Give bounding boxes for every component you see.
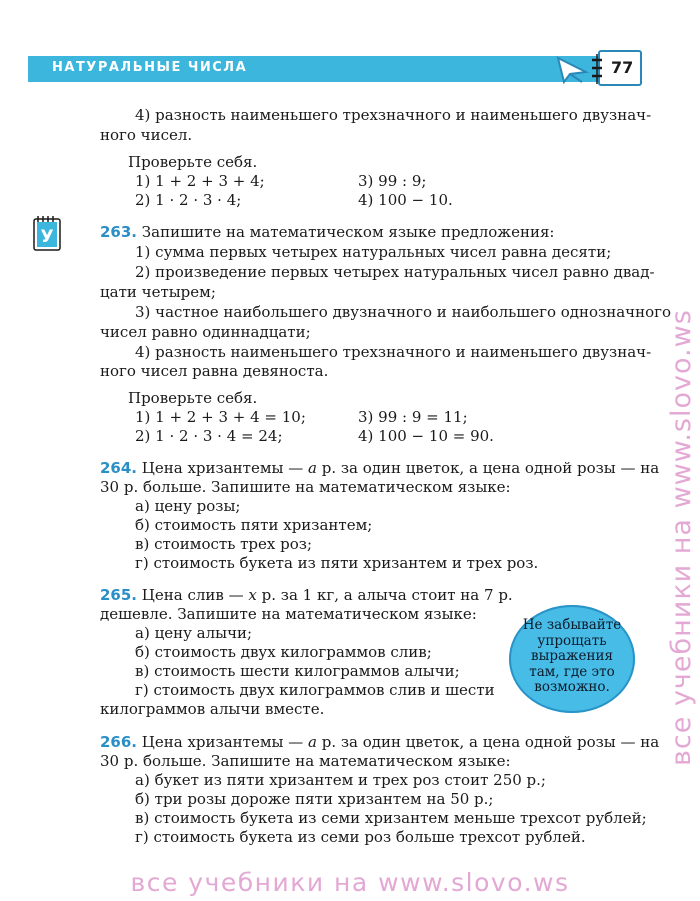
text-line: г) стоимость букета из пяти хризантем и трех роз. (135, 554, 539, 572)
text-line: а) цену розы; (135, 497, 241, 515)
spiral-binding-icon (590, 52, 604, 88)
problem-number: 264. (100, 459, 138, 477)
check-item: 4) 100 − 10 = 90. (358, 427, 494, 445)
side-watermark (660, 130, 700, 770)
check-item: 1) 1 + 2 + 3 + 4; (135, 172, 265, 190)
check-item: 4) 100 − 10. (358, 191, 453, 209)
check-title: Проверьте себя. (128, 389, 258, 407)
text-line: а) букет из пяти хризантем и трех роз стоит 250 р.; (135, 771, 546, 789)
check-item: 3) 99 : 9 = 11; (358, 408, 468, 426)
text-line: 3) частное наибольшего двузначного и наибольшего однозначного (135, 303, 671, 321)
problem-265-line1: 265. Цена слив — x р. за 1 кг, а алыча стоит на 7 р. (100, 586, 513, 604)
text-line: чисел равно одиннадцати; (100, 323, 311, 341)
text-line: 30 р. больше. Запишите на математическом языке: (100, 478, 511, 496)
check-title: Проверьте себя. (128, 153, 258, 171)
tip-text: Не забывайте упрощать выражения там, где это возможно. (522, 617, 622, 695)
text-line: 2) произведение первых четырех натуральных чисел равно двад- (135, 263, 655, 281)
bottom-watermark: все учебники на www.slovo.ws (130, 868, 570, 897)
text-line: 4) разность наименьшего трехзначного и наименьшего двузнач- (135, 106, 652, 124)
push-pin-icon (556, 54, 590, 84)
check-item: 1) 1 + 2 + 3 + 4 = 10; (135, 408, 306, 426)
text-line: в) стоимость трех роз; (135, 535, 312, 553)
page-number: 77 (611, 58, 634, 77)
text-line: цати четырем; (100, 283, 216, 301)
text-line: ного чисел равна девяноста. (100, 362, 329, 380)
svg-text:все учебники на www.slovo.ws: все учебники на www.slovo.ws (666, 309, 697, 766)
problem-number: 263. (100, 223, 138, 241)
text-line: в) стоимость букета из семи хризантем меньше трехсот рублей; (135, 809, 647, 827)
text-line: 30 р. больше. Запишите на математическом языке: (100, 752, 511, 770)
text-line: б) три розы дороже пяти хризантем на 50 р.; (135, 790, 494, 808)
check-item: 2) 1 · 2 · 3 · 4; (135, 191, 242, 209)
section-title: НАТУРАЛЬНЫЕ ЧИСЛА (52, 60, 248, 75)
text-line: 1) сумма первых четырех натуральных чисел равна десяти; (135, 243, 612, 261)
text-line: г) стоимость двух килограммов слив и шести (135, 681, 495, 699)
text-line: г) стоимость букета из семи роз больше трехсот рублей. (135, 828, 586, 846)
check-item: 3) 99 : 9; (358, 172, 427, 190)
text-line: б) стоимость двух килограммов слив; (135, 643, 432, 661)
text-line: в) стоимость шести килограммов алычи; (135, 662, 460, 680)
check-item: 2) 1 · 2 · 3 · 4 = 24; (135, 427, 283, 445)
notepad-badge-icon (32, 214, 62, 252)
text-line: б) стоимость пяти хризантем; (135, 516, 373, 534)
problem-number: 265. (100, 586, 138, 604)
text-line: ного чисел. (100, 126, 193, 144)
problem-number: 266. (100, 733, 138, 751)
badge-letter: У (40, 227, 54, 247)
text-line: 4) разность наименьшего трехзначного и наименьшего двузнач- (135, 343, 652, 361)
text-line: килограммов алычи вместе. (100, 700, 325, 718)
problem-266-line1: 266. Цена хризантемы — a р. за один цветок, а цена одной розы — на (100, 733, 660, 751)
problem-263-intro: 263. Запишите на математическом языке предложения: (100, 223, 555, 241)
text-line: дешевле. Запишите на математическом языке: (100, 605, 477, 623)
text-line: а) цену алычи; (135, 624, 253, 642)
problem-264-line1: 264. Цена хризантемы — a р. за один цветок, а цена одной розы — на (100, 459, 660, 477)
